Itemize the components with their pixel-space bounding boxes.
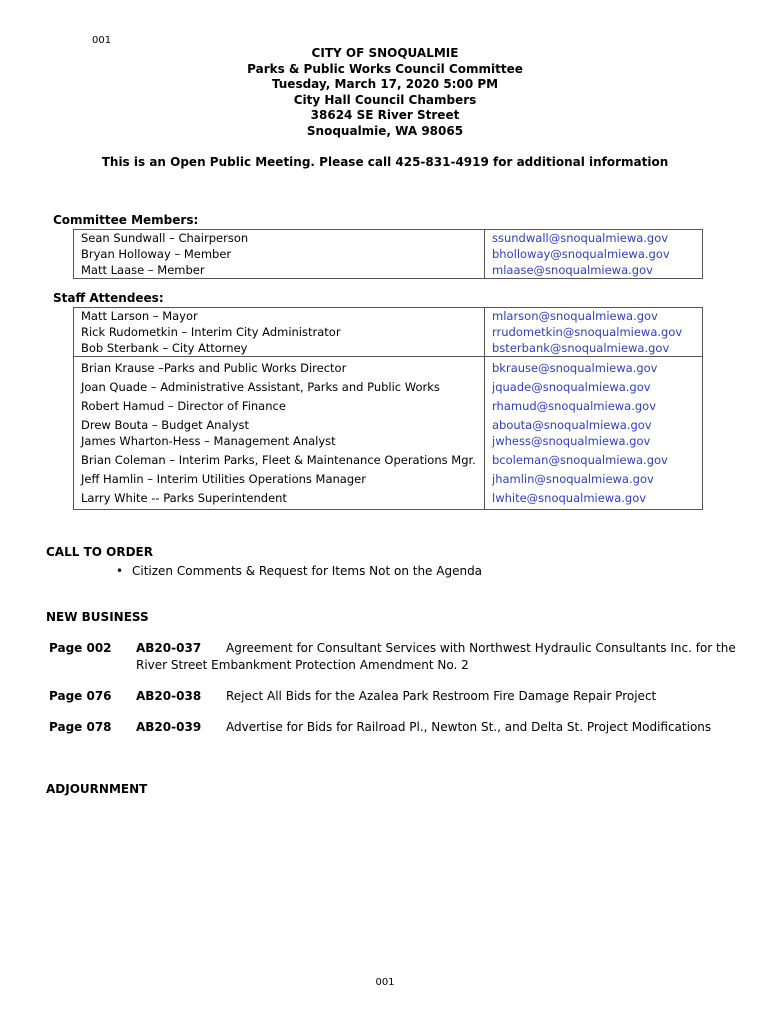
staff-email-link[interactable]: jwhess@snoqualmiewa.gov bbox=[485, 433, 703, 449]
staff-email-link[interactable]: jhamlin@snoqualmiewa.gov bbox=[485, 468, 703, 487]
table-row bbox=[74, 262, 703, 279]
bullet-icon: • bbox=[116, 564, 124, 578]
committee-members-label: Committee Members: bbox=[53, 213, 199, 227]
call-to-order-heading: CALL TO ORDER bbox=[46, 545, 153, 559]
member-email-link[interactable]: bholloway@snoqualmiewa.gov bbox=[485, 246, 703, 262]
open-meeting-notice: This is an Open Public Meeting. Please call 425-831-4919 for additional information bbox=[101, 155, 669, 169]
agenda-page-ref[interactable]: Page 002 bbox=[49, 641, 112, 655]
meeting-venue: City Hall Council Chambers bbox=[293, 92, 477, 107]
new-business-heading: NEW BUSINESS bbox=[46, 610, 149, 624]
page-number-top: 001 bbox=[92, 35, 112, 46]
agenda-bill-number: AB20-038 bbox=[136, 689, 202, 703]
member-email-link[interactable]: mlaase@snoqualmiewa.gov bbox=[485, 262, 703, 279]
meeting-datetime: Tuesday, March 17, 2020 5:00 PM bbox=[271, 77, 499, 92]
committee-name: Parks & Public Works Council Committee bbox=[247, 61, 523, 76]
staff-email-link[interactable]: rhamud@snoqualmiewa.gov bbox=[485, 395, 703, 414]
staff-name: Robert Hamud – Director of Finance bbox=[74, 395, 485, 414]
venue-city: Snoqualmie, WA 98065 bbox=[306, 123, 464, 138]
member-name: Sean Sundwall – Chairperson bbox=[74, 230, 485, 247]
staff-name: Larry White -- Parks Superintendent bbox=[74, 487, 485, 510]
staff-email-link[interactable]: mlarson@snoqualmiewa.gov bbox=[485, 308, 703, 325]
table-row bbox=[74, 376, 703, 395]
staff-email-link[interactable]: abouta@snoqualmiewa.gov bbox=[485, 414, 703, 433]
list-item bbox=[116, 564, 482, 578]
staff-name: Matt Larson – Mayor bbox=[74, 308, 485, 325]
agenda-item bbox=[49, 720, 729, 736]
staff-name: Jeff Hamlin – Interim Utilities Operations Manager bbox=[74, 468, 485, 487]
adjournment-heading: ADJOURNMENT bbox=[46, 782, 148, 796]
city-name: CITY OF SNOQUALMIE bbox=[311, 46, 459, 60]
staff-email-link[interactable]: bcoleman@snoqualmiewa.gov bbox=[485, 449, 703, 468]
staff-name: Joan Quade – Administrative Assistant, Parks and Public Works bbox=[74, 376, 485, 395]
agenda-description-cont: River Street Embankment Protection Amendment No. 2 bbox=[136, 658, 469, 672]
page-number-bottom: 001 bbox=[375, 977, 395, 988]
staff-email-link[interactable]: rrudometkin@snoqualmiewa.gov bbox=[485, 324, 703, 340]
committee-members-table bbox=[73, 229, 703, 279]
call-to-order-item: Citizen Comments & Request for Items Not on the Agenda bbox=[132, 564, 483, 578]
agenda-page-ref[interactable]: Page 078 bbox=[49, 720, 112, 734]
table-row bbox=[74, 230, 703, 247]
staff-email-link[interactable]: bsterbank@snoqualmiewa.gov bbox=[485, 340, 703, 357]
staff-name: Brian Krause –Parks and Public Works Director bbox=[74, 357, 485, 377]
staff-name: Drew Bouta – Budget Analyst bbox=[74, 414, 485, 433]
table-row bbox=[74, 246, 703, 262]
table-row bbox=[74, 487, 703, 510]
table-row bbox=[74, 357, 703, 377]
member-email-link[interactable]: ssundwall@snoqualmiewa.gov bbox=[485, 230, 703, 247]
staff-email-link[interactable]: bkrause@snoqualmiewa.gov bbox=[485, 357, 703, 377]
staff-name: James Wharton-Hess – Management Analyst bbox=[74, 433, 485, 449]
agenda-bill-number: AB20-037 bbox=[136, 641, 202, 655]
agenda-bill-number: AB20-039 bbox=[136, 720, 202, 734]
table-row bbox=[74, 395, 703, 414]
table-row bbox=[74, 414, 703, 433]
table-row bbox=[74, 433, 703, 449]
staff-name: Rick Rudometkin – Interim City Administrator bbox=[74, 324, 485, 340]
staff-email-link[interactable]: jquade@snoqualmiewa.gov bbox=[485, 376, 703, 395]
staff-name: Brian Coleman – Interim Parks, Fleet & Maintenance Operations Mgr. bbox=[74, 449, 485, 468]
table-row bbox=[74, 324, 703, 340]
agenda-description: Reject All Bids for the Azalea Park Restroom Fire Damage Repair Project bbox=[226, 689, 657, 703]
staff-attendees-table bbox=[73, 307, 703, 510]
agenda-description: Advertise for Bids for Railroad Pl., Newton St., and Delta St. Project Modifications bbox=[226, 720, 712, 734]
table-row bbox=[74, 468, 703, 487]
meeting-header bbox=[0, 46, 770, 140]
agenda-item bbox=[49, 689, 729, 705]
agenda-description: Agreement for Consultant Services with Northwest Hydraulic Consultants Inc. for the bbox=[226, 641, 736, 655]
member-name: Bryan Holloway – Member bbox=[74, 246, 485, 262]
staff-attendees-label: Staff Attendees: bbox=[53, 291, 164, 305]
agenda-page-ref[interactable]: Page 076 bbox=[49, 689, 112, 703]
staff-name: Bob Sterbank – City Attorney bbox=[74, 340, 485, 357]
venue-street: 38624 SE River Street bbox=[310, 108, 460, 123]
staff-email-link[interactable]: lwhite@snoqualmiewa.gov bbox=[485, 487, 703, 510]
table-row bbox=[74, 449, 703, 468]
table-row bbox=[74, 340, 703, 357]
member-name: Matt Laase – Member bbox=[74, 262, 485, 279]
table-row bbox=[74, 308, 703, 325]
agenda-item bbox=[49, 641, 736, 675]
